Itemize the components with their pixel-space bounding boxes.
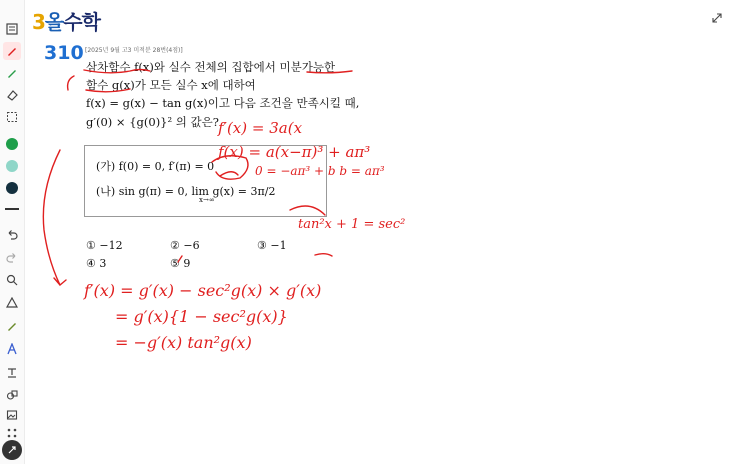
shapes-icon[interactable] [3,386,21,404]
hw-line-3: 0 = −aπ³ + b b = aπ³ [255,164,385,178]
stroke-width-indicator[interactable] [5,208,19,210]
condition-a: (가) f(0) = 0, f′(π) = 0 [96,160,215,173]
color-mint[interactable] [3,157,21,175]
brand-logo: 3올수학 [32,10,100,34]
image-icon[interactable] [3,406,21,424]
color-green[interactable] [3,135,21,153]
search-icon[interactable] [3,271,21,289]
arrow-down [43,150,66,285]
hw-line-2: f(x) = a(x−π)³ + aπ³ [218,143,371,161]
condition-b: (나) sin g(π) = 0, lim g(x) = 3π/2 [96,185,276,198]
text-box-icon[interactable] [3,363,21,381]
problem-line-4: g′(0) × {g(0)}² 의 값은? [86,115,219,129]
hw-line-7: = −g′(x) tan²g(x) [115,333,252,352]
problem-line-3: f(x) = g(x) − tan g(x)이고 다음 조건을 만족시킬 때, [86,96,360,110]
option-4: ④ 3 [86,257,107,270]
shape-icon[interactable] [3,294,21,312]
hw-line-5: f′(x) = g′(x) − sec²g(x) × g′(x) [84,281,322,300]
option-3: ③ −1 [257,239,287,252]
toolbar-sidebar [0,0,25,464]
problem-number: 310 [44,42,84,64]
highlighter-icon[interactable] [3,317,21,335]
eraser-icon[interactable] [3,86,21,104]
option-5: ⑤ 9 [170,257,191,270]
zoom-indicator[interactable] [2,440,22,460]
option-1: ① −12 [86,239,123,252]
bracket-mark [68,76,74,90]
hw-line-1: f′(x) = 3a(x [218,119,303,137]
redo-icon[interactable] [3,248,21,266]
lasso-select-icon[interactable] [3,108,21,126]
undo-icon[interactable] [3,225,21,243]
tick-mark [315,254,332,256]
limit-subscript: x→∞ [199,196,215,204]
text-style-icon[interactable] [3,340,21,358]
hw-line-4: tan²x + 1 = sec² [298,217,406,232]
pen-red-icon[interactable] [3,42,21,60]
conditions-box [84,145,327,217]
problem-line-2: 함수 g(x)가 모든 실수 x에 대하여 [86,78,256,92]
collapse-icon[interactable] [711,12,723,27]
problem-source: [2025년 9월 고3 미적분 28번(4점)] [85,47,183,54]
hw-line-6: = g′(x){1 − sec²g(x)} [115,307,288,326]
note-icon[interactable] [3,20,21,38]
option-2: ② −6 [170,239,200,252]
color-navy[interactable] [3,179,21,197]
pen-green-icon[interactable] [3,64,21,82]
problem-line-1: 삼차함수 f(x)와 실수 전체의 집합에서 미분가능한 [86,60,336,74]
